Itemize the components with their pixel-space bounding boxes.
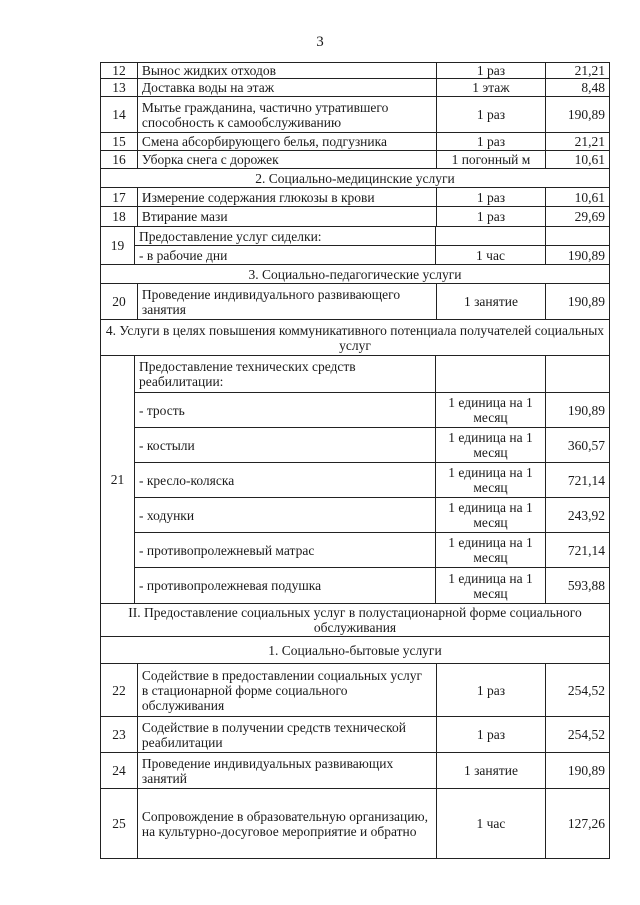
service-unit: 1 занятие [436,284,546,319]
section-heading [100,169,610,188]
service-unit: 1 час [436,789,546,858]
service-price: 190,89 [545,284,609,319]
service-unit: 1 час [435,246,545,264]
row-number: 16 [112,152,126,167]
services-table [100,62,610,859]
section-heading [100,604,610,637]
service-unit: 1 этаж [436,79,546,96]
service-unit: 1 единица на 1 месяц [435,393,545,427]
service-name: Проведение индивидуального развивающего занятия [137,284,436,319]
row-number: 17 [112,189,126,205]
service-subitem: - кресло-коляска [139,472,235,488]
service-unit: 1 раз [436,63,546,78]
service-name: Доставка воды на этаж [137,79,436,96]
service-name: Предоставление технических средств реабилитации: [139,359,356,389]
service-price: 593,88 [545,568,609,603]
service-unit: 1 занятие [436,753,546,788]
table-row [100,284,610,320]
service-unit: 1 раз [436,97,546,132]
service-name: Содействие в предоставлении социальных услуг в стационарной форме социального обслуживания [137,664,436,716]
service-price: 190,89 [545,393,609,427]
section-heading [100,265,610,284]
row-number: 23 [112,727,126,742]
service-unit: 1 раз [436,133,546,150]
table-row [100,207,610,227]
row-number: 18 [112,209,126,224]
service-unit: 1 единица на 1 месяц [435,533,545,567]
row-number: 14 [112,107,126,122]
row-number: 20 [112,294,126,309]
section-heading [100,637,610,664]
section-heading [100,320,610,356]
service-unit: 1 раз [436,207,546,226]
service-unit: 1 раз [436,188,546,206]
section-title: II. Предоставление социальных услуг в полустационарной форме социального обслуживания [128,605,582,635]
service-price: 243,92 [545,498,609,532]
table-row [100,188,610,207]
table-row [100,97,610,133]
service-name: Измерение содержания глюкозы в крови [137,188,436,206]
row-number: 19 [101,227,135,264]
service-name: Предоставление услуг сиделки: [139,228,322,244]
service-subitem: - трость [139,402,185,418]
service-name: Уборка снега с дорожек [137,151,436,168]
service-price: 21,21 [545,133,609,150]
service-subitem: - противопролежневая подушка [139,578,322,593]
table-row [100,664,610,717]
row-number: 12 [112,63,126,78]
row-number: 21 [101,356,135,603]
section-title: 3. Социально-педагогические услуги [248,266,462,282]
section-title: 2. Социально-медицинские услуги [255,170,455,186]
row-number: 24 [112,763,126,778]
table-row [100,62,610,79]
service-name: Содействие в получении средств технической реабилитации [137,717,436,752]
service-unit: 1 раз [436,717,546,752]
service-subitem: - костыли [139,437,195,453]
table-row [100,356,610,604]
service-price: 127,26 [545,789,609,858]
service-price: 190,89 [545,97,609,132]
row-number: 22 [112,682,126,698]
service-price: 190,89 [545,753,609,788]
service-unit: 1 раз [436,664,546,716]
service-unit: 1 единица на 1 месяц [435,463,545,497]
row-number: 25 [112,816,126,831]
service-subitem: - ходунки [139,507,195,523]
service-price: 10,61 [545,151,609,168]
table-row [100,789,610,859]
service-price: 21,21 [545,63,609,78]
service-price: 360,57 [545,428,609,462]
service-name: Мытье гражданина, частично утратившего способность к самообслуживанию [137,97,436,132]
service-price: 254,52 [545,664,609,716]
service-price: 254,52 [545,717,609,752]
service-name: Втирание мази [137,207,436,226]
service-name: Вынос жидких отходов [137,63,436,78]
service-price: 8,48 [545,79,609,96]
row-number: 15 [112,134,126,149]
service-unit: 1 погонный м [436,151,546,168]
service-name: Сопровождение в образовательную организацию, на культурно-досуговое мероприятие и обратно [137,789,436,858]
table-row [100,79,610,97]
section-title: 4. Услуги в целях повышения коммуникативного потенциала получателей социальных услуг [105,322,605,353]
service-price: 10,61 [545,188,609,206]
page-number: 3 [316,34,324,50]
service-name: Смена абсорбирующего белья, подгузника [137,133,436,150]
service-subitem: - противопролежневый матрас [139,542,315,558]
service-price: 721,14 [545,533,609,567]
service-unit: 1 единица на 1 месяц [435,568,545,603]
service-unit: 1 единица на 1 месяц [435,498,545,532]
table-row [100,227,610,265]
service-price: 721,14 [545,463,609,497]
service-price: 29,69 [545,207,609,226]
service-subitem: - в рабочие дни [139,247,228,263]
table-row [100,717,610,753]
section-title: 1. Социально-бытовые услуги [268,642,442,658]
service-name: Проведение индивидуальных развивающих занятий [137,753,436,788]
table-row [100,151,610,169]
row-number: 13 [112,80,126,95]
table-row [100,133,610,151]
service-price: 190,89 [545,246,609,264]
table-row [100,753,610,789]
service-unit: 1 единица на 1 месяц [435,428,545,462]
